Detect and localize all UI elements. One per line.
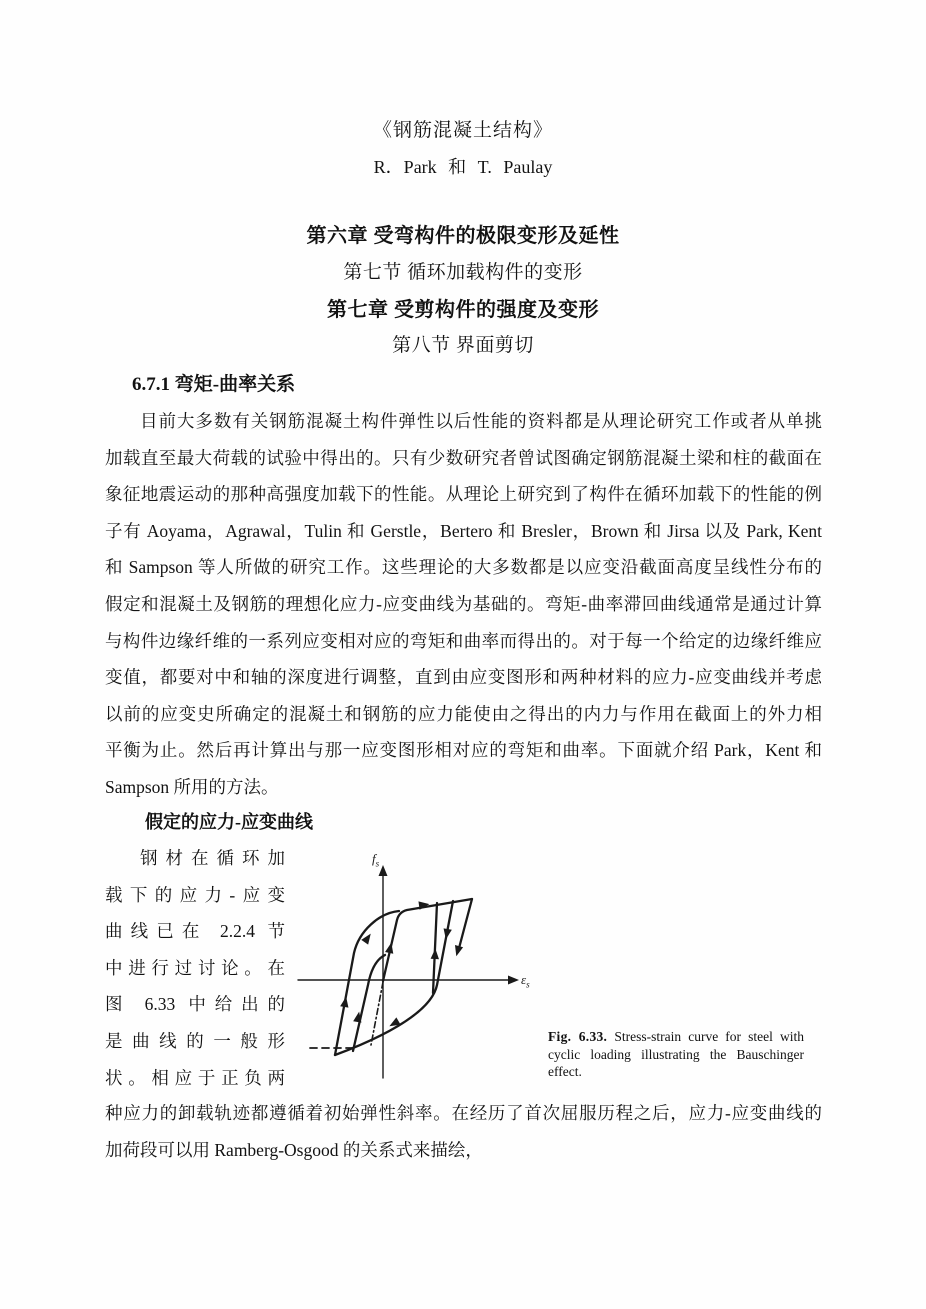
paragraph-1 [105,403,822,806]
paragraph-line: 象征地震运动的那种高强度加载下的性能。从理论上研究到了构件在循环加载下的性能的例 [105,484,822,505]
wrap-line: 图 6.33 中给出的 [105,994,285,1015]
x-axis-arrow [508,976,519,985]
heading-subsection-671: 6.7.1 弯矩-曲率关系 [132,374,296,395]
paragraph-line: 以前的应变史所确定的混凝土和钢筋的应力能使由之得出的内力与作用在截面上的外力相 [105,703,822,724]
paragraph-line: 加荷段可以用 Ramberg-Osgood 的关系式来描绘， [105,1139,483,1160]
hysteresis-curve [335,899,472,1055]
paragraph-line: 与构件边缘纤维的一系列应变相对应的弯矩和曲率而得出的。对于每一个给定的边缘纤维应 [105,630,822,651]
closing-paragraph [105,1095,822,1168]
wrap-line: 曲线已在 2.2.4 节 [105,921,285,942]
paragraph-line: 加载直至最大荷载的试验中得出的。只有少数研究者曾试图确定钢筋混凝土梁和柱的截面在 [105,447,822,468]
paragraph-line: 平衡为止。然后再计算出与那一应变图形相对应的弯矩和曲率。下面就介绍 Park，Kent 和 [105,740,822,761]
wrap-line: 状。相应于正负两 [105,1067,285,1088]
heading-chapter7: 第七章 受剪构件的强度及变形 [327,299,599,321]
paragraph-line: 假定和混凝土及钢筋的理想化应力-应变曲线为基础的。弯矩-曲率滞回曲线通常是通过计算 [105,593,822,614]
wrap-line: 中进行过讨论。在 [105,957,285,978]
heading-chapter6: 第六章 受弯构件的极限变形及延性 [306,225,620,247]
y-axis-label: $f_s$ [372,851,380,869]
doc-title: 《钢筋混凝土结构》 [372,120,553,141]
paragraph-line: Sampson 所用的方法。 [105,776,279,797]
heading-section7: 第七节 循环加载构件的变形 [343,262,583,283]
figure-caption-text: Stress-strain curve for steel with cyclic loading illustrating the Bauschinger effect. [548,1029,805,1079]
paragraph-line: 子有 Aoyama，Agrawal，Tulin 和 Gerstle，Bertero 和 Bresler，Brown 和 Jirsa 以及 Park, Kent [105,520,822,541]
paragraph-line: 种应力的卸载轨迹都遵循着初始弹性斜率。在经历了首次屈服历程之后，应力-应变曲线的 [105,1103,822,1123]
stress-strain-figure [295,845,575,1110]
heading-assumed-curves: 假定的应力-应变曲线 [145,812,313,832]
paragraph-line: 目前大多数有关钢筋混凝土构件弹性以后性能的资料都是从理论研究工作或者从单挑 [140,411,822,431]
figure-caption [548,1028,804,1081]
x-axis-label: $\varepsilon_s$ [521,972,530,990]
curve-direction-arrows [340,865,519,1030]
figure-caption-label: Fig. 6.33. [548,1029,608,1044]
wrap-line: 钢材在循环加 [140,848,285,868]
paragraph-line: 变值，都要对中和轴的深度进行调整，直到由应变图形和两种材料的应力-应变曲线并考虑 [105,667,822,688]
wrap-line: 载下的应力-应变 [105,884,285,905]
heading-section8: 第八节 界面剪切 [392,335,534,356]
y-axis-arrow [379,865,388,876]
doc-authors: R．Park 和 T. Paulay [373,157,553,177]
wrap-column [105,840,285,1096]
wrap-line: 是曲线的一般形 [105,1030,285,1051]
paragraph-line: 和 Sampson 等人所做的研究工作。这些理论的大多数都是以应变沿截面高度呈线性分布的 [105,557,822,578]
